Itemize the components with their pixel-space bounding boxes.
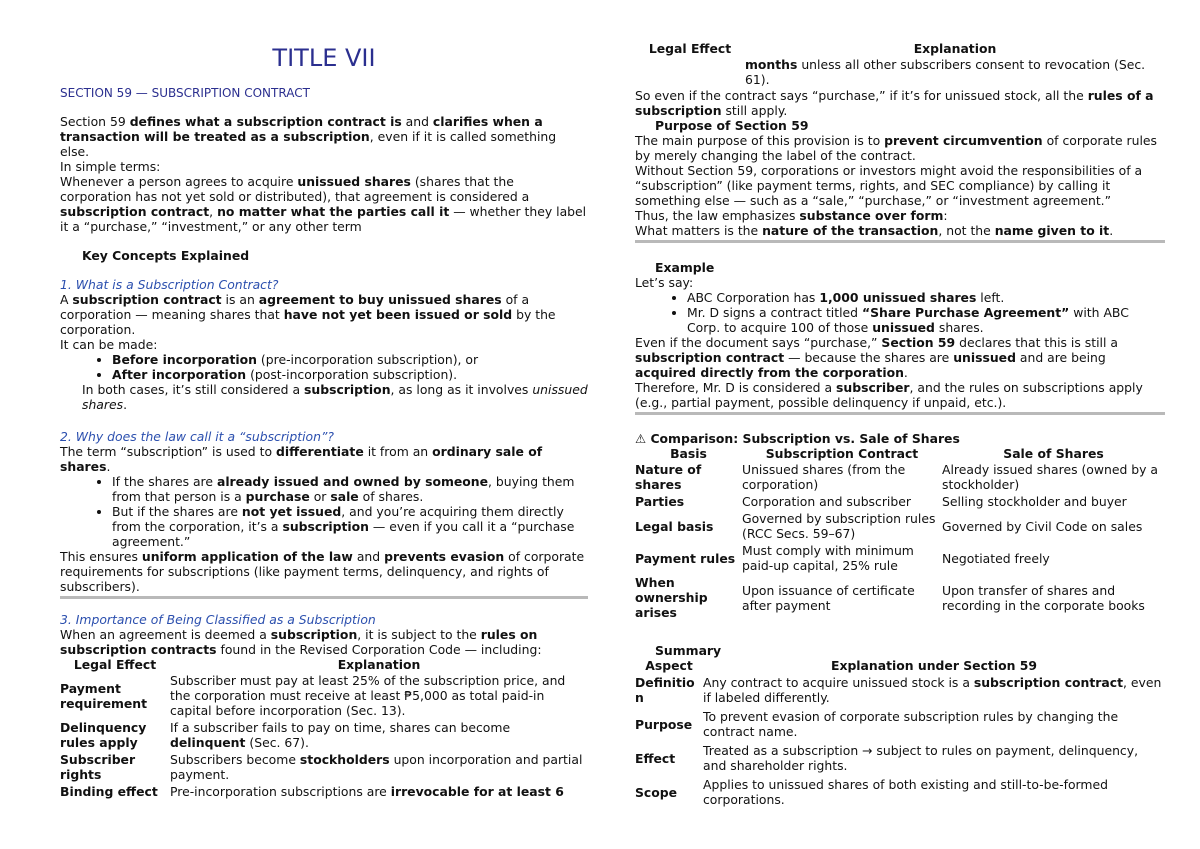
warning-icon: ⚠ xyxy=(635,431,647,446)
what-matters-paragraph: What matters is the nature of the transaction, not the name given to it. xyxy=(635,223,1114,238)
table-row: Payment rules Must comply with minimum paid-up capital, 25% rule Negotiated freely xyxy=(635,543,1050,573)
table-row: Effect Treated as a subscription → subject to rules on payment, delinquency, and shareholder rights. xyxy=(635,743,1139,773)
table-header-row xyxy=(635,446,1165,461)
table-header-row xyxy=(635,658,1165,673)
summary-table xyxy=(635,658,1165,809)
divider xyxy=(635,412,1165,415)
simple-terms-label: In simple terms: xyxy=(60,159,161,174)
section-heading: SECTION 59 — SUBSCRIPTION CONTRACT xyxy=(60,86,310,100)
table-row: Nature of shares Unissued shares (from the corporation) Already issued shares (owned by a stockholder) xyxy=(635,462,1159,492)
ensures-paragraph: This ensures uniform application of the law and prevents evasion of corporate requirements for subscriptions (like payment terms, delinquency, and rights of subscribers). xyxy=(60,549,585,594)
divider xyxy=(635,240,1165,243)
column-header: Explanation xyxy=(913,41,997,56)
legal-effects-table-continued xyxy=(635,41,1165,88)
table-header-row xyxy=(60,657,588,672)
page-title: TITLE VII xyxy=(272,44,376,72)
divider xyxy=(60,596,588,599)
column-header: Legal Effect xyxy=(648,41,732,56)
term-paragraph: The term “subscription” is used to differentiate it from an ordinary sale of shares. xyxy=(60,444,543,474)
so-even-paragraph: So even if the contract says “purchase,” if it’s for unissued stock, all the rules of a subscription still apply. xyxy=(635,88,1154,118)
purpose-paragraph: The main purpose of this provision is to prevent circumvention of corporate rules by merely changing the label of the contract. xyxy=(635,133,1157,163)
column-header: Basis xyxy=(670,446,707,461)
left-column xyxy=(60,0,588,800)
thus-paragraph: Thus, the law emphasizes substance over form: xyxy=(635,208,948,223)
column-header: Aspect xyxy=(645,658,693,673)
table-row: Scope Applies to unissued shares of both existing and still-to-be-formed corporations. xyxy=(635,777,1108,807)
table-row: months unless all other subscribers consent to revocation (Sec. 61). xyxy=(745,57,1146,87)
list-item: • ABC Corporation has 1,000 unissued shares left. xyxy=(687,290,1165,305)
example-list xyxy=(635,290,1165,335)
table-row: Purpose To prevent evasion of corporate subscription rules by changing the contract name. xyxy=(635,709,1119,739)
table-row: Payment requirement Subscriber must pay at least 25% of the subscription price, and the corporation must receive at least ₱5,000 as total paid-in capital before incorporation (Sec. 13). xyxy=(60,673,566,718)
list-item: • If the shares are already issued and owned by someone, buying them from that person is a purchase or sale of shares. xyxy=(112,474,588,504)
column-header: Explanation xyxy=(337,657,421,672)
importance-paragraph: When an agreement is deemed a subscription, it is subject to the rules on subscription contracts found in the Revised Corporation Code — including: xyxy=(60,627,542,657)
table-row: Binding effect Pre-incorporation subscriptions are irrevocable for at least 6 xyxy=(60,784,564,799)
table-row: When ownership arises Upon issuance of certificate after payment Upon transfer of shares and recording in the corporate books xyxy=(635,575,1145,620)
comparison-table xyxy=(635,446,1165,621)
both-cases-paragraph: In both cases, it’s still considered a subscription, as long as it involves unissued shares. xyxy=(82,382,588,412)
table-row: Legal basis Governed by subscription rules (RCC Secs. 59–67) Governed by Civil Code on sales xyxy=(635,511,1143,541)
subheading-2: 2. Why does the law call it a “subscription”? xyxy=(60,429,334,444)
example-heading: Example xyxy=(655,260,715,275)
column-header: Sale of Shares xyxy=(1003,446,1104,461)
column-header: Explanation under Section 59 xyxy=(830,658,1037,673)
whenever-paragraph: Whenever a person agrees to acquire unissued shares (shares that the corporation has not yet sold or distributed), that agreement is considered a subscription contract, no matter what the parties call it — whether they label it a “purchase,” “investment,” or any other term xyxy=(60,174,587,234)
table-row: Definition Any contract to acquire unissued stock is a subscription contract, even if labeled differently. xyxy=(635,675,1162,705)
therefore-paragraph: Therefore, Mr. D is considered a subscriber, and the rules on subscriptions apply (e.g., partial payment, possible delinquency if unpaid, etc.). xyxy=(635,380,1143,410)
column-header: Legal Effect xyxy=(73,657,157,672)
intro-paragraph: Section 59 defines what a subscription contract is and clarifies when a transaction will be treated as a subscription, even if it is called something else. xyxy=(60,114,557,159)
without-paragraph: Without Section 59, corporations or investors might avoid the responsibilities of a “subscription” (like payment terms, rights, and SEC compliance) by calling it something else — such as a “sale,” “purchase,” or “investment agreement.” xyxy=(635,163,1143,208)
table-header-row xyxy=(635,41,1165,56)
distinction-list xyxy=(60,474,588,549)
timing-list xyxy=(60,352,588,382)
table-row: Parties Corporation and subscriber Selling stockholder and buyer xyxy=(635,494,1127,509)
even-paragraph: Even if the document says “purchase,” Section 59 declares that this is still a subscription contract — because the shares are unissued and are being acquired directly from the corporation. xyxy=(635,335,1118,380)
lets-say-label: Let’s say: xyxy=(635,275,694,290)
summary-heading: Summary xyxy=(655,643,722,658)
right-column xyxy=(635,41,1165,809)
comparison-heading: ⚠ Comparison: Subscription vs. Sale of Shares xyxy=(635,431,960,446)
legal-effects-table xyxy=(60,657,588,800)
list-item: • But if the shares are not yet issued, and you’re acquiring them directly from the corporation, it’s a subscription — even if you call it a “purchase agreement.” xyxy=(112,504,588,549)
list-item: • Mr. D signs a contract titled “Share Purchase Agreement” with ABC Corp. to acquire 100 of those unissued shares. xyxy=(687,305,1165,335)
subheading-3: 3. Importance of Being Classified as a Subscription xyxy=(60,612,376,627)
table-row: Delinquency rules apply If a subscriber fails to pay on time, shares can become delinquent (Sec. 67). xyxy=(60,720,511,750)
key-concepts-heading: Key Concepts Explained xyxy=(82,248,250,263)
column-header: Subscription Contract xyxy=(765,446,919,461)
list-item: • After incorporation (post-incorporation subscription). xyxy=(112,367,588,382)
can-be-made-label: It can be made: xyxy=(60,337,158,352)
definition-paragraph: A subscription contract is an agreement to buy unissued shares of a corporation — meaning shares that have not yet been issued or sold by the corporation. xyxy=(60,292,556,337)
table-row: Subscriber rights Subscribers become stockholders upon incorporation and partial payment. xyxy=(60,752,583,782)
list-item: • Before incorporation (pre-incorporation subscription), or xyxy=(112,352,588,367)
subheading-1: 1. What is a Subscription Contract? xyxy=(60,277,279,292)
purpose-heading: Purpose of Section 59 xyxy=(655,118,809,133)
